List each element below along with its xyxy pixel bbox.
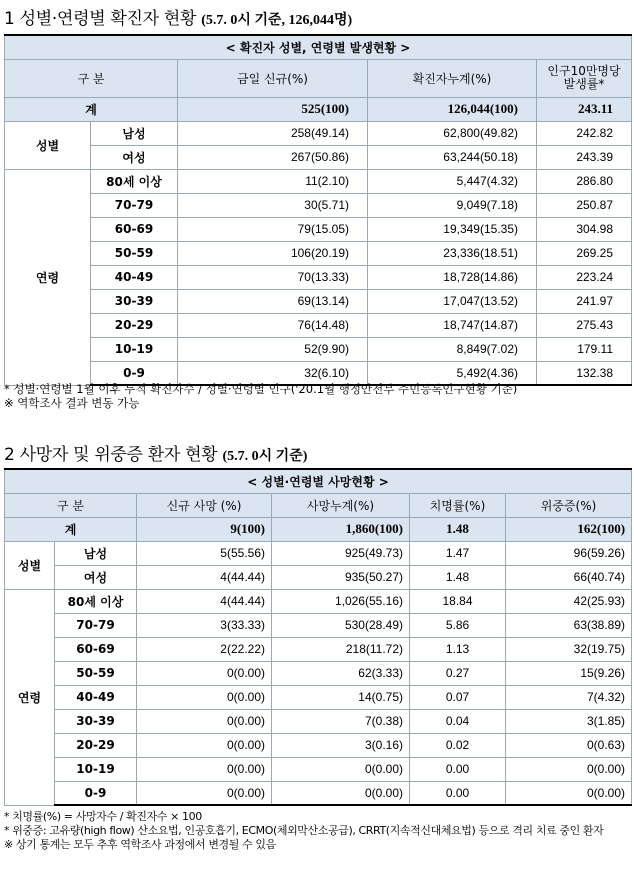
cell-severe: 66(40.74) — [506, 565, 632, 589]
cell-cumulative: 9,049(7.18) — [368, 193, 537, 217]
cell-severe: 0(0.63) — [506, 733, 632, 757]
cell-new-deaths: 0(0.00) — [137, 733, 272, 757]
footnote: * 성별·연령별 1월 이후 누적 확진자수 / 성별·연령별 인구('20.1월 행정안전부 주민등록인구현황 기준) — [4, 382, 518, 396]
cell-rate: 243.11 — [537, 97, 632, 121]
cell-new-deaths: 5(55.56) — [137, 541, 272, 565]
column-header: 금일 신규(%) — [178, 59, 368, 97]
row-label: 40-49 — [91, 265, 178, 289]
cell-cumulative: 19,349(15.35) — [368, 217, 537, 241]
cell-new-deaths: 4(44.44) — [137, 589, 272, 613]
cell-new: 106(20.19) — [178, 241, 368, 265]
cell-fatality: 0.04 — [410, 709, 506, 733]
table-row — [5, 193, 632, 217]
footnote: ※ 상기 통계는 모두 추후 역학조사 과정에서 변경될 수 있음 — [4, 838, 276, 851]
cell-cumulative: 23,336(18.51) — [368, 241, 537, 265]
cell-new-deaths: 0(0.00) — [137, 685, 272, 709]
row-label: 30-39 — [55, 709, 137, 733]
cell-new: 32(6.10) — [178, 361, 368, 385]
cell-rate: 304.98 — [537, 217, 632, 241]
cell-rate: 241.97 — [537, 289, 632, 313]
row-label: 20-29 — [55, 733, 137, 757]
cell-new-deaths: 0(0.00) — [137, 757, 272, 781]
column-header: 위중증(%) — [506, 493, 632, 517]
group-label-age: 연령 — [5, 589, 55, 805]
cell-cumulative-deaths: 1,026(55.16) — [272, 589, 410, 613]
row-label: 0-9 — [91, 361, 178, 385]
table-row — [5, 337, 632, 361]
cell-rate: 243.39 — [537, 145, 632, 169]
table-row — [5, 241, 632, 265]
cell-cumulative-deaths: 14(0.75) — [272, 685, 410, 709]
cell-fatality: 1.13 — [410, 637, 506, 661]
cell-fatality: 0.02 — [410, 733, 506, 757]
cell-fatality: 0.27 — [410, 661, 506, 685]
table-row — [5, 565, 632, 589]
cell-cumulative: 62,800(49.82) — [368, 121, 537, 145]
group-label-sex: 성별 — [5, 121, 91, 169]
total-row — [5, 517, 632, 541]
cell-fatality: 1.48 — [410, 565, 506, 589]
cell-rate: 132.38 — [537, 361, 632, 385]
column-header: 사망누계(%) — [272, 493, 410, 517]
cell-new: 76(14.48) — [178, 313, 368, 337]
footnote: ※ 역학조사 결과 변동 가능 — [4, 396, 140, 410]
section2-notes — [4, 810, 631, 852]
row-label: 남성 — [91, 121, 178, 145]
cell-new: 30(5.71) — [178, 193, 368, 217]
row-label: 여성 — [91, 145, 178, 169]
section2-heading — [4, 440, 307, 465]
cell-cumulative: 5,447(4.32) — [368, 169, 537, 193]
cell-fatality: 0.00 — [410, 781, 506, 805]
row-label: 남성 — [55, 541, 137, 565]
group-label-age: 연령 — [5, 169, 91, 385]
table-row — [5, 289, 632, 313]
cell-severe: 3(1.85) — [506, 709, 632, 733]
cell-severe: 63(38.89) — [506, 613, 632, 637]
cell-fatality: 5.86 — [410, 613, 506, 637]
cell-cumulative-deaths: 218(11.72) — [272, 637, 410, 661]
cell-new-deaths: 0(0.00) — [137, 661, 272, 685]
cell-cumulative-deaths: 0(0.00) — [272, 757, 410, 781]
cell-fatality: 0.07 — [410, 685, 506, 709]
cell-severe: 42(25.93) — [506, 589, 632, 613]
cell-new: 11(2.10) — [178, 169, 368, 193]
cell-cumulative-deaths: 0(0.00) — [272, 781, 410, 805]
cell-cumulative-deaths: 935(50.27) — [272, 565, 410, 589]
row-label: 80세 이상 — [55, 589, 137, 613]
cell-new-deaths: 3(33.33) — [137, 613, 272, 637]
section2-subtitle: (5.7. 0시 기준) — [222, 449, 308, 464]
cell-cumulative: 8,849(7.02) — [368, 337, 537, 361]
cell-severe: 96(59.26) — [506, 541, 632, 565]
cell-cumulative-deaths: 925(49.73) — [272, 541, 410, 565]
section1-heading — [4, 4, 352, 29]
row-label: 30-39 — [91, 289, 178, 313]
cell-cumulative: 18,728(14.86) — [368, 265, 537, 289]
row-label: 60-69 — [55, 637, 137, 661]
cell-fatality: 0.00 — [410, 757, 506, 781]
section2-title: 2 사망자 및 위중증 환자 현황 — [4, 445, 218, 465]
cell-new-deaths: 9(100) — [137, 517, 272, 541]
column-header: 구 분 — [5, 59, 178, 97]
row-label: 70-79 — [91, 193, 178, 217]
row-label: 10-19 — [91, 337, 178, 361]
cell-rate: 242.82 — [537, 121, 632, 145]
column-header: 치명률(%) — [410, 493, 506, 517]
cell-new-deaths: 0(0.00) — [137, 709, 272, 733]
cell-new: 258(49.14) — [178, 121, 368, 145]
cell-rate: 250.87 — [537, 193, 632, 217]
row-label: 계 — [5, 97, 178, 121]
cell-fatality: 18.84 — [410, 589, 506, 613]
table-caption: < 확진자 성별, 연령별 발생현황 > — [5, 35, 632, 59]
cell-cumulative: 126,044(100) — [368, 97, 537, 121]
table-row — [5, 661, 632, 685]
row-label: 50-59 — [91, 241, 178, 265]
row-label: 계 — [5, 517, 137, 541]
row-label: 80세 이상 — [91, 169, 178, 193]
cell-cumulative: 17,047(13.52) — [368, 289, 537, 313]
cell-cumulative-deaths: 530(28.49) — [272, 613, 410, 637]
cell-new: 525(100) — [178, 97, 368, 121]
table-row — [5, 685, 632, 709]
cell-new: 79(15.05) — [178, 217, 368, 241]
table-row — [5, 169, 632, 193]
cell-new: 267(50.86) — [178, 145, 368, 169]
deaths-table — [4, 468, 632, 806]
cell-cumulative: 5,492(4.36) — [368, 361, 537, 385]
cell-severe: 0(0.00) — [506, 781, 632, 805]
cell-severe: 162(100) — [506, 517, 632, 541]
cell-rate: 275.43 — [537, 313, 632, 337]
row-label: 40-49 — [55, 685, 137, 709]
cell-new-deaths: 0(0.00) — [137, 781, 272, 805]
section1-notes — [4, 382, 631, 410]
column-header: 구 분 — [5, 493, 137, 517]
cell-new-deaths: 2(22.22) — [137, 637, 272, 661]
cell-rate: 179.11 — [537, 337, 632, 361]
row-label: 10-19 — [55, 757, 137, 781]
cell-new-deaths: 4(44.44) — [137, 565, 272, 589]
cell-cumulative-deaths: 3(0.16) — [272, 733, 410, 757]
cell-severe: 32(19.75) — [506, 637, 632, 661]
cell-cumulative-deaths: 1,860(100) — [272, 517, 410, 541]
row-label: 50-59 — [55, 661, 137, 685]
table-row — [5, 541, 632, 565]
cell-cumulative: 63,244(50.18) — [368, 145, 537, 169]
row-label: 20-29 — [91, 313, 178, 337]
table-row — [5, 313, 632, 337]
row-label: 여성 — [55, 565, 137, 589]
cell-severe: 7(4.32) — [506, 685, 632, 709]
cell-new: 69(13.14) — [178, 289, 368, 313]
table-row — [5, 781, 632, 805]
cell-severe: 0(0.00) — [506, 757, 632, 781]
table-row — [5, 217, 632, 241]
row-label: 60-69 — [91, 217, 178, 241]
confirmed-cases-table — [4, 34, 632, 386]
row-label: 70-79 — [55, 613, 137, 637]
section1-subtitle: (5.7. 0시 기준, 126,044명) — [201, 13, 353, 28]
cell-rate: 269.25 — [537, 241, 632, 265]
table-row — [5, 265, 632, 289]
cell-rate: 286.80 — [537, 169, 632, 193]
table-row — [5, 589, 632, 613]
row-label: 0-9 — [55, 781, 137, 805]
table-row — [5, 121, 632, 145]
cell-rate: 223.24 — [537, 265, 632, 289]
table-row — [5, 757, 632, 781]
cell-new: 70(13.33) — [178, 265, 368, 289]
table-row — [5, 145, 632, 169]
table-row — [5, 733, 632, 757]
group-label-sex: 성별 — [5, 541, 55, 589]
cell-fatality: 1.48 — [410, 517, 506, 541]
section1-title: 1 성별·연령별 확진자 현황 — [4, 9, 197, 29]
total-row — [5, 97, 632, 121]
footnote: * 치명률(%) = 사망자수 / 확진자수 × 100 — [4, 810, 202, 823]
footnote: * 위중증: 고유량(high flow) 산소요법, 인공호흡기, ECMO(체외막산소공급), CRRT(지속적신대체요법) 등으로 격리 치료 중인 환자 — [4, 824, 604, 837]
cell-fatality: 1.47 — [410, 541, 506, 565]
column-header: 신규 사망 (%) — [137, 493, 272, 517]
table-row — [5, 709, 632, 733]
column-header: 확진자누계(%) — [368, 59, 537, 97]
column-header: 인구10만명당 발생률* — [537, 59, 632, 97]
table-row — [5, 637, 632, 661]
cell-cumulative-deaths: 62(3.33) — [272, 661, 410, 685]
table-row — [5, 613, 632, 637]
table-caption: < 성별·연령별 사망현황 > — [5, 469, 632, 493]
cell-cumulative-deaths: 7(0.38) — [272, 709, 410, 733]
cell-cumulative: 18,747(14.87) — [368, 313, 537, 337]
cell-new: 52(9.90) — [178, 337, 368, 361]
cell-severe: 15(9.26) — [506, 661, 632, 685]
